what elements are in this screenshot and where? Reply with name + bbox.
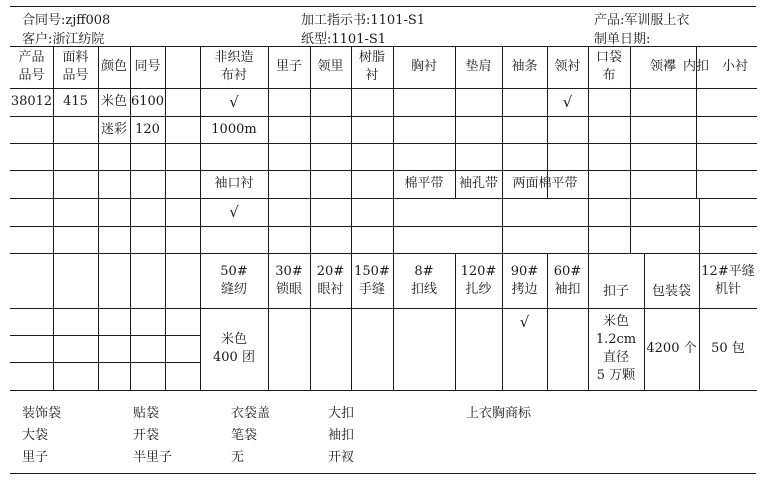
footer-col1-3: 里子 <box>22 450 49 465</box>
thread-sewing: 50# 缝纫 <box>220 263 248 297</box>
sewing-value: 米色 400 团 <box>213 332 255 365</box>
footer-col5-1: 上衣胸商标 <box>466 406 532 421</box>
footer-col3-1: 衣袋盖 <box>231 406 271 421</box>
row1-color: 米色 <box>100 94 127 109</box>
footer-col4-3: 开衩 <box>328 450 355 465</box>
head-small-lining: 小衬 <box>721 59 748 74</box>
client-name: 客户:浙江纺院 <box>22 32 105 47</box>
top-rule <box>10 6 756 7</box>
thread-hand-sewing: 150# 手缝 <box>354 263 390 297</box>
button-value: 米色 1.2cm 直径 5 万颗 <box>595 314 637 383</box>
row1-size-no: 6100 <box>130 94 165 109</box>
button-label: 扣子 <box>602 284 629 299</box>
footer-col2-1: 贴袋 <box>133 406 160 421</box>
edge-check: √ <box>519 312 530 331</box>
row2-nonwoven: 1000m <box>211 121 257 137</box>
thread-lockstitch: 30# 锁眼 <box>275 263 303 297</box>
head-resin-interlining: 树脂 衬 <box>358 50 385 83</box>
pattern-number: 纸型:1101-S1 <box>301 32 387 47</box>
row2-size-no: 120 <box>135 121 160 137</box>
cuff-interlining-label: 袖口衬 <box>214 176 254 191</box>
head-inner-button: 内扣 <box>682 59 709 74</box>
thread-overlock: 8# 扣线 <box>410 263 437 297</box>
flat-needle-value: 50 包 <box>711 341 745 356</box>
row1-fabric-no: 415 <box>63 94 88 109</box>
head-collar-band: 领襻 <box>649 59 676 74</box>
footer-col4-1: 大扣 <box>328 406 355 421</box>
footer-col2-2: 开袋 <box>133 428 160 443</box>
footer-col1-2: 大袋 <box>22 428 49 443</box>
footer-col3-3: 无 <box>231 450 245 465</box>
thread-eye: 20# 眼衬 <box>316 263 345 297</box>
thread-cuff-sewing: 60# 袖扣 <box>553 263 582 297</box>
head-fabric-no: 面料 品号 <box>62 50 89 83</box>
head-collar-interlining: 领衬 <box>554 59 581 74</box>
head-collar-lining: 领里 <box>317 59 344 74</box>
cuff-check: √ <box>229 203 239 221</box>
head-nonwoven: 非织造 布衬 <box>214 50 254 83</box>
head-color: 颜色 <box>100 59 127 74</box>
thread-tack: 120# 扎纱 <box>460 263 497 297</box>
double-cotton-tape-label: 两面棉平带 <box>512 176 578 191</box>
row1-collar-interlining-check: √ <box>562 93 573 111</box>
bottom-rule <box>10 473 756 474</box>
row1-nonwoven-check: √ <box>229 93 239 111</box>
footer-col1-1: 装饰袋 <box>22 406 62 421</box>
head-size-no: 同号 <box>134 59 161 74</box>
footer-col2-3: 半里子 <box>133 450 173 465</box>
head-pocket-cloth: 口袋 布 <box>595 50 622 83</box>
head-chest-interlining: 胸衬 <box>410 59 437 74</box>
product-name: 产品:军训服上衣 <box>594 13 690 28</box>
instruction-number: 加工指示书:1101-S1 <box>301 13 426 28</box>
head-sleeve-strip: 袖条 <box>511 59 538 74</box>
cotton-tape-label: 棉平带 <box>404 176 444 191</box>
flat-needle-label: 12#平缝 机针 <box>701 263 755 297</box>
head-lining: 里子 <box>275 59 302 74</box>
head-shoulder-pad: 垫肩 <box>465 59 492 74</box>
head-product-no: 产品 品号 <box>18 50 45 83</box>
order-date: 制单日期: <box>594 32 651 47</box>
thread-edge: 90# 拷边 <box>510 263 539 297</box>
row2-color: 迷彩 <box>100 121 127 137</box>
row1-product-no: 38012 <box>10 94 53 109</box>
packing-bag-label: 包装袋 <box>651 284 691 299</box>
contract-number: 合同号:zjff008 <box>22 13 111 28</box>
footer-col4-2: 袖扣 <box>328 428 355 443</box>
buttonhole-tape-label: 袖孔带 <box>458 176 498 191</box>
footer-col3-2: 笔袋 <box>231 428 258 443</box>
packing-bag-value: 4200 个 <box>646 341 697 356</box>
